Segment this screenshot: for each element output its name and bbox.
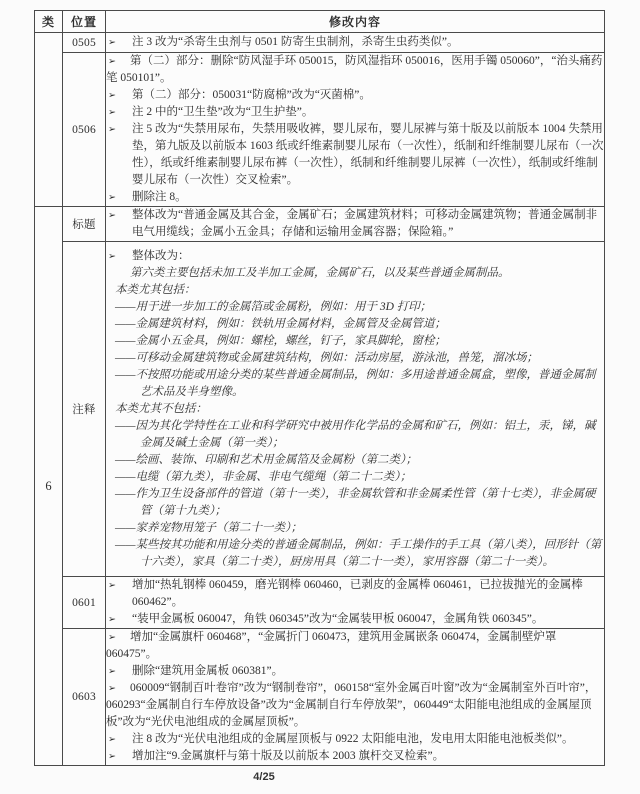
arrow-bullet-icon: ➢	[108, 751, 116, 762]
change-item-text: 注 8 改为“光伏电池组成的金属屋顶板与 0922 太阳能电池，发电用太阳能电池板类似”。	[132, 733, 574, 745]
class-number-cell	[35, 33, 63, 207]
note-line: ——某些按其功能和用途分类的普通金属制品，例如：手工操作的手工具（第八类），回形针（第十六类），家具（第二十类），厨房用具（第二十一类），家用容器（第二十一类）。	[115, 538, 602, 568]
note-line: ——绘画、装饰、印刷和艺术用金属箔及金属粉（第二类）；	[115, 453, 418, 466]
content-cell	[106, 577, 605, 629]
position-cell: 0603	[63, 629, 106, 766]
note-line: ——电缆（第九类），非金属、非电气缆绳（第二十二类）；	[115, 470, 412, 483]
change-item	[106, 104, 604, 121]
arrow-bullet-icon: ➢	[108, 614, 116, 625]
note-line: ——家养宠物用笼子（第二十一类）；	[115, 521, 303, 534]
note-line: ——不按照功能或用途分类的某些普通金属制品，例如：多用途普通金属盒，塑像，普通金属制艺术品及半身塑像。	[115, 368, 596, 398]
change-item-text: 整体改为“普通金属及其合金，金属矿石；金属建筑材料；可移动金属建筑物；普通金属制非电气用缆线；金属小五金具；存储和运输用金属容器；保险箱。”	[132, 209, 598, 238]
arrow-bullet-icon: ➢	[108, 250, 116, 262]
amendments-table	[34, 10, 605, 766]
change-item-text: 注 5 改为“失禁用尿布，失禁用吸收裤，婴儿尿布，婴儿尿裤与第十版及以前版本 1004 失禁用垫，第九版及以前版本 1603 纸或纤维素制婴儿尿布（一次性），纸制和纤维制婴儿尿布（一次性），纸或纤维素制婴儿尿布裤（一次性），纸制和纤维制婴儿尿裤（一次性），纸制或纤维制婴儿尿布（一次性）交叉检索”。	[132, 123, 604, 186]
change-item-text: 第（二）部分：删除“防风湿手环 050015，防风湿指环 050016，医用手镯 050060”，“治头痛药笔 050101”。	[106, 55, 603, 84]
change-item-text: 注 3 改为“杀寄生虫剂与 0501 防寄生虫制剂，杀寄生虫药类似”。	[132, 36, 459, 48]
arrow-bullet-icon: ➢	[108, 580, 116, 591]
position-cell: 注释	[63, 242, 106, 577]
note-line: ——可移动金属建筑物或金属建筑结构，例如：活动房屋，游泳池，兽笼，溜冰场；	[115, 351, 538, 364]
note-line: ——作为卫生设备部件的管道（第十一类），非金属软管和非金属柔性管（第十七类），非金属硬管（第十九类）；	[115, 487, 596, 517]
table-row	[35, 207, 605, 242]
header-row	[35, 11, 605, 33]
note-line: ——因为其化学特性在工业和科学研究中被用作化学品的金属和矿石，例如：铝土，汞，锑，碱金属及碱土金属（第一类）；	[115, 419, 596, 449]
change-item-text: 注 2 中的“卫生垫”改为“卫生护垫”。	[132, 106, 314, 118]
change-item	[106, 87, 604, 104]
position-cell: 0505	[63, 33, 106, 53]
arrow-bullet-icon: ➢	[108, 683, 116, 694]
content-cell	[106, 53, 605, 207]
change-item-text: “装甲金属板 060047，角铁 060345”改为“金属装甲板 060047，金属角铁 060345”。	[132, 613, 544, 625]
change-item-text: 整体改为：	[132, 249, 190, 262]
arrow-bullet-icon: ➢	[108, 632, 116, 643]
note-line: 第六类主要包括未加工及半加工金属，金属矿石，以及某些普通金属制品。	[130, 266, 510, 279]
table-row	[35, 577, 605, 629]
change-item	[106, 34, 604, 51]
arrow-bullet-icon: ➢	[108, 192, 116, 203]
arrow-bullet-icon: ➢	[108, 124, 116, 135]
change-item-text: 增加注“9.金属旗杆与第十版及以前版本 2003 旗杆交叉检索”。	[132, 750, 445, 762]
change-item	[106, 611, 604, 628]
arrow-bullet-icon: ➢	[108, 90, 116, 101]
note-line: 本类尤其不包括：	[115, 402, 207, 415]
header-position: 位置	[63, 11, 106, 33]
change-item	[106, 663, 604, 680]
class-number-cell: 6	[35, 207, 63, 766]
arrow-bullet-icon: ➢	[108, 56, 116, 67]
page-number: 4/25	[253, 771, 275, 783]
note-line: ——用于进一步加工的金属箔或金属粉，例如：用于 3D 打印；	[115, 300, 432, 313]
change-item-text: 第（二）部分：050031“防腐棉”改为“灭菌棉”。	[132, 89, 371, 101]
change-item-text: 增加“金属旗杆 060468”，“金属折门 060473，建筑用金属嵌条 060474，金属制壁炉罩 060475”。	[106, 631, 557, 660]
note-line: 本类尤其包括：	[115, 283, 196, 296]
change-item	[106, 121, 604, 189]
change-item-text: 删除注 8。	[132, 191, 187, 203]
header-content: 修改内容	[106, 11, 605, 33]
arrow-bullet-icon: ➢	[108, 210, 116, 221]
change-item-text: 060009“钢制百叶卷帘”改为“钢制卷帘”，060158“室外金属百叶窗”改为“金属制室外百叶帘”，060293“金属制自行车停放设备”改为“金属制自行车停放架”，060449“太阳能电池组成的金属屋顶板”改为“光伏电池组成的金属屋顶板”。	[106, 682, 597, 728]
change-item	[106, 629, 604, 663]
position-cell: 0506	[63, 53, 106, 207]
change-item	[106, 53, 604, 87]
change-item	[106, 577, 604, 611]
position-cell: 0601	[63, 577, 106, 629]
arrow-bullet-icon: ➢	[108, 666, 116, 677]
header-class: 类	[35, 11, 63, 33]
table-row	[35, 629, 605, 766]
note-line: ——金属小五金具，例如：螺栓，螺丝，钉子，家具脚轮，窗栓；	[115, 334, 446, 347]
arrow-bullet-icon: ➢	[108, 734, 116, 745]
change-item	[106, 731, 604, 748]
table-row	[35, 242, 605, 577]
arrow-bullet-icon: ➢	[108, 107, 116, 118]
position-cell: 标题	[63, 207, 106, 242]
content-cell	[106, 629, 605, 766]
change-item	[106, 680, 604, 731]
table-row	[35, 53, 605, 207]
change-item	[106, 248, 604, 265]
table-body	[35, 33, 605, 766]
change-item-text: 增加“热轧钢棒 060459，磨光钢棒 060460，已剥皮的金属棒 060461，已拉拔抛光的金属棒 060462”。	[132, 579, 583, 608]
table-row	[35, 33, 605, 53]
arrow-bullet-icon: ➢	[108, 37, 116, 48]
content-cell	[106, 33, 605, 53]
content-cell	[106, 207, 605, 242]
content-cell	[106, 242, 605, 577]
change-item-text: 删除“建筑用金属板 060381”。	[132, 665, 284, 677]
change-item	[106, 189, 604, 206]
change-item	[106, 748, 604, 765]
table-header	[35, 11, 605, 33]
change-item	[106, 207, 604, 241]
note-line: ——金属建筑材料，例如：铁轨用金属材料，金属管及金属管道；	[115, 317, 446, 330]
